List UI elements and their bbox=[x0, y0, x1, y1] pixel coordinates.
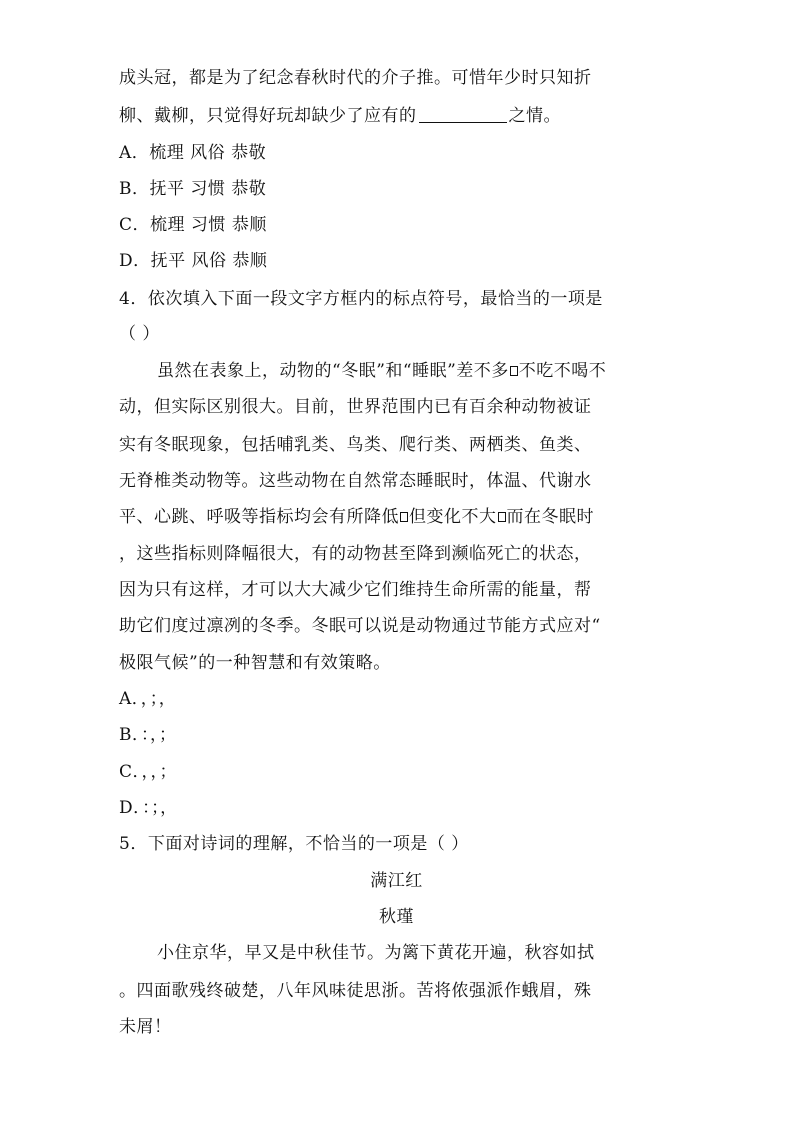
q4-passage-line-5 bbox=[119, 506, 679, 528]
q4-passage-line-4: 无脊椎类动物等。这些动物在自然常态睡眠时，体温、代谢水 bbox=[119, 471, 592, 491]
q4-passage-line-6: ，这些指标则降幅很大，有的动物甚至降到濒临死亡的状态， bbox=[119, 544, 592, 564]
q3-option-a: A．梳理 风俗 恭敬 bbox=[119, 143, 267, 163]
fill-blank bbox=[419, 106, 507, 123]
q5-stem: 5．下面对诗词的理解，不恰当的一项是（ ） bbox=[119, 834, 469, 854]
poem-author: 秋瑾 bbox=[379, 907, 414, 927]
q4-passage-text-5b: 但变化不大 bbox=[409, 507, 497, 527]
poem-line-2: 。四面歌残终破楚，八年风味徒思浙。苦将侬强派作蛾眉，殊 bbox=[119, 981, 592, 1001]
q4-stem-line-2: （ ） bbox=[119, 324, 160, 344]
q4-option-a: A．，；， bbox=[119, 689, 177, 709]
q4-passage-line-7: 因为只有这样，才可以大大减少它们维持生命所需的能量，帮 bbox=[119, 580, 592, 600]
q4-passage-line-3: 实有冬眠现象，包括哺乳类、鸟类、爬行类、两栖类、鱼类、 bbox=[119, 435, 592, 455]
q3-option-d: D．抚平 风俗 恭顺 bbox=[119, 251, 268, 271]
poem-line-3: 未屑！ bbox=[119, 1017, 172, 1037]
intro-text-1: 成头冠，都是为了纪念春秋时代的介子推。可惜年少时只知折 bbox=[119, 68, 592, 88]
punctuation-box bbox=[510, 366, 518, 376]
q3-option-b: B．抚平 习惯 恭敬 bbox=[119, 179, 267, 199]
q4-option-c: C．，，； bbox=[119, 762, 178, 782]
intro-text-2b: 之情。 bbox=[508, 106, 561, 126]
q4-option-d: D．：；， bbox=[119, 798, 178, 818]
q4-option-b: B．：，； bbox=[119, 725, 177, 745]
q4-passage-line-2: 动，但实际区别很大。目前，世界范围内已有百余种动物被证 bbox=[119, 397, 592, 417]
q4-passage-line-9: 极限气候”的一种智慧和有效策略。 bbox=[119, 653, 391, 673]
q4-stem-line-1: 4．依次填入下面一段文字方框内的标点符号，最恰当的一项是 bbox=[119, 289, 603, 309]
poem-line-1: 小住京华，早又是中秋佳节。为篱下黄花开遍，秋容如拭 bbox=[157, 943, 595, 963]
q4-passage-text-1b: 不吃不喝不 bbox=[518, 361, 607, 381]
q3-option-c: C．梳理 习惯 恭顺 bbox=[119, 215, 267, 235]
punctuation-box bbox=[400, 512, 408, 522]
q4-passage-line-1 bbox=[157, 360, 679, 382]
q4-passage-text-1a: 虽然在表象上，动物的“冬眠”和“睡眠”差不多 bbox=[157, 361, 509, 381]
intro-text-2a: 柳、戴柳，只觉得好玩却缺少了应有的 bbox=[119, 106, 417, 126]
q4-passage-line-8: 助它们度过凛冽的冬季。冬眠可以说是动物通过节能方式应对“ bbox=[119, 616, 601, 636]
poem-title: 满江红 bbox=[370, 871, 423, 891]
punctuation-box bbox=[498, 512, 506, 522]
intro-line-2 bbox=[119, 105, 679, 127]
q4-passage-text-5a: 平、心跳、呼吸等指标均会有所降低 bbox=[119, 507, 399, 527]
intro-line-1 bbox=[119, 67, 679, 89]
q4-passage-text-5c: 而在冬眠时 bbox=[506, 507, 594, 527]
